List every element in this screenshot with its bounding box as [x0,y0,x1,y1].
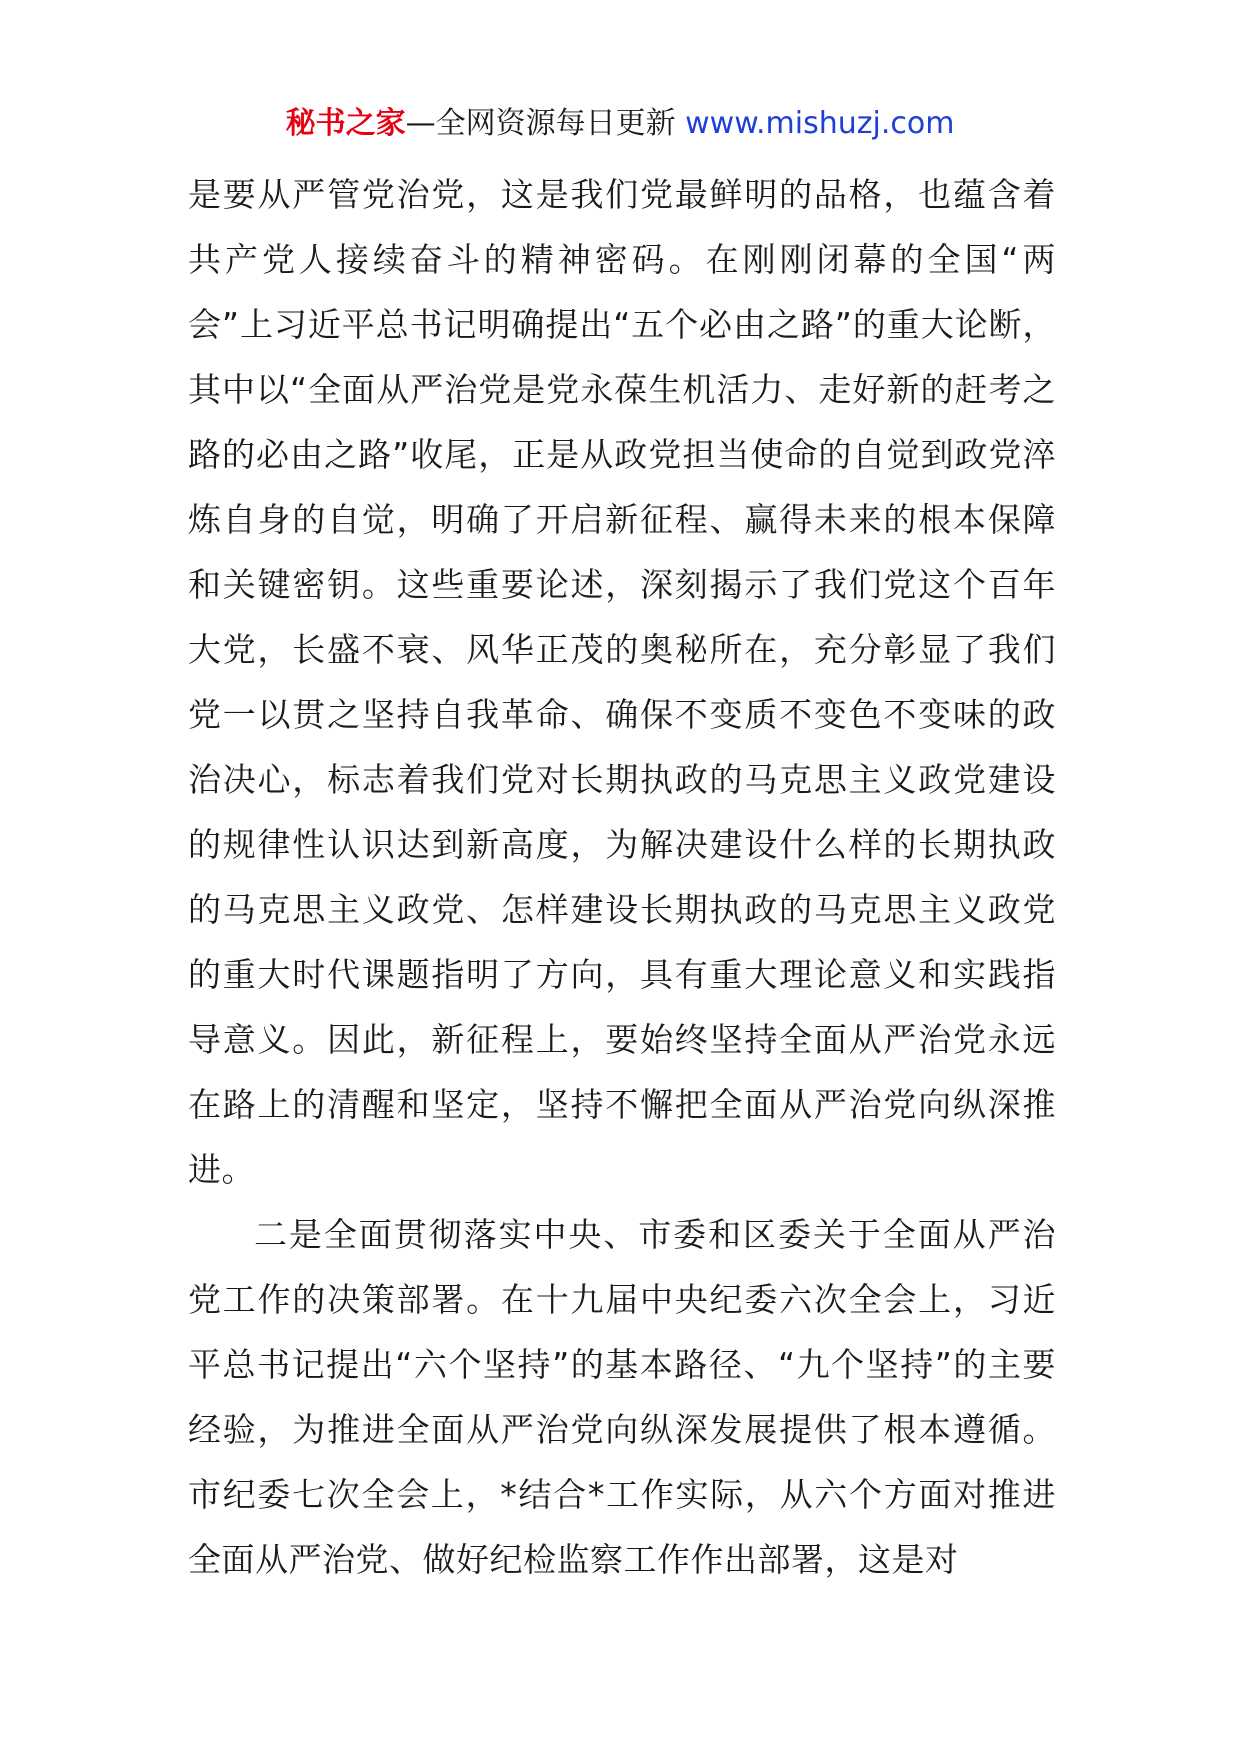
site-header [0,100,1240,148]
site-brand: 秘书之家 [285,106,406,141]
paragraph-second-point: 二是全面贯彻落实中央、市委和区委关于全面从严治党工作的决策部署。在十九届中央纪委六次全会上，习近平总书记提出“六个坚持”的基本路径、“九个坚持”的主要经验，为推进全面从严治党向纵深发展提供了根本遵循。市纪委七次全会上，*结合*工作实际，从六个方面对推进全面从严治党、做好纪检监察工作作出部署，这是对 [188,1215,1056,1579]
paragraph-continued: 是要从严管党治党，这是我们党最鲜明的品格，也蕴含着共产党人接续奋斗的精神密码。在刚刚闭幕的全国“两会”上习近平总书记明确提出“五个必由之路”的重大论断，其中以“全面从严治党是党永葆生机活力、走好新的赶考之路的必由之路”收尾，正是从政党担当使命的自觉到政党淬炼自身的自觉，明确了开启新征程、赢得未来的根本保障和关键密钥。这些重要论述，深刻揭示了我们党这个百年大党，长盛不衰、风华正茂的奥秘所在，充分彰显了我们党一以贯之坚持自我革命、确保不变质不变色不变味的政治决心，标志着我们党对长期执政的马克思主义政党建设的规律性认识达到新高度，为解决建设什么样的长期执政的马克思主义政党、怎样建设长期执政的马克思主义政党的重大时代课题指明了方向，具有重大理论意义和实践指导意义。因此，新征程上，要始终坚持全面从严治党永远在路上的清醒和坚定，坚持不懈把全面从严治党向纵深推进。 [188,175,1056,1189]
site-url-link[interactable]: www.mishuzj.com [685,106,955,141]
site-slogan: —全网资源每日更新 [405,106,686,141]
document-body [188,162,1056,1592]
